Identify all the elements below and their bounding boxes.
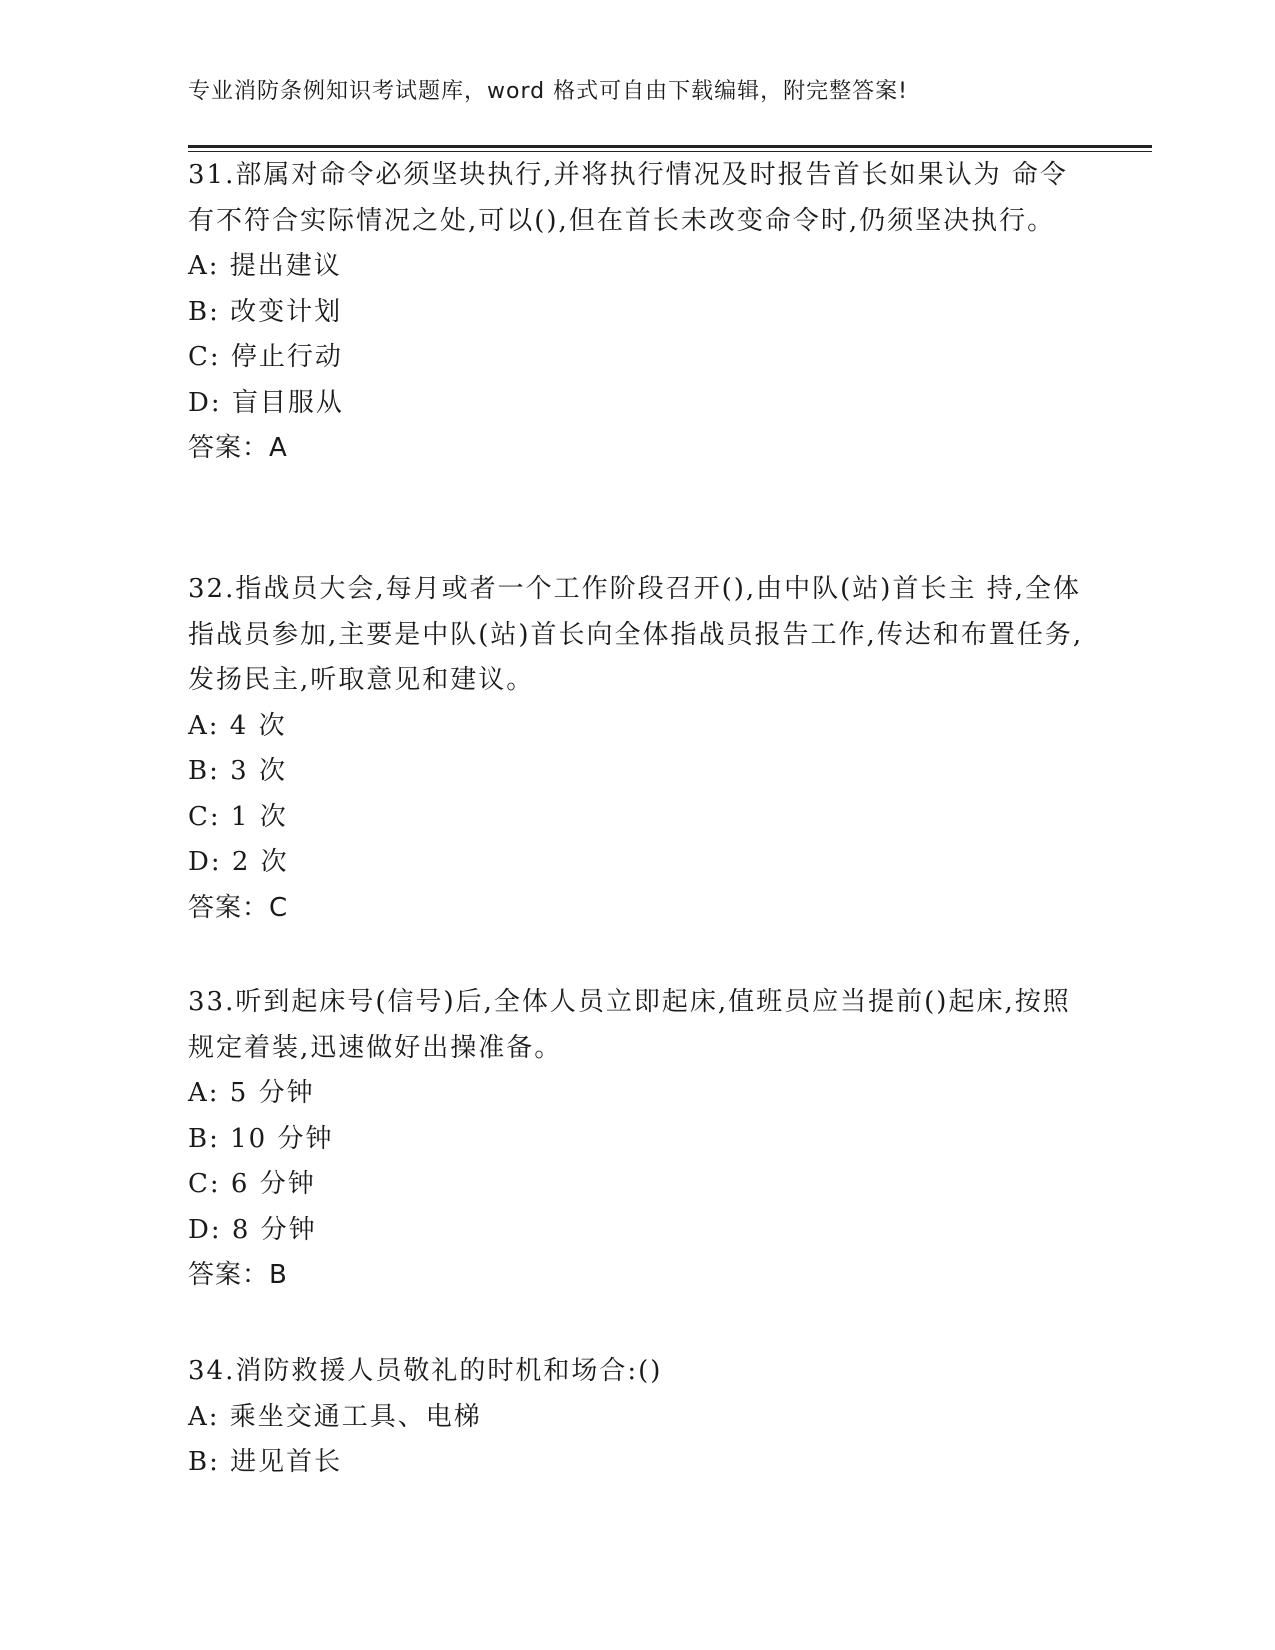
option-b: B: 改变计划 [188,296,343,327]
question-text: 32.指战员大会,每月或者一个工作阶段召开(),由中队(站)首长主 持,全体指战员参加,主要是中队(站)首长向全体指战员报告工作,传达和布置任务,发扬民主,听取意见和建议。 [188,574,1084,695]
option-a: A: 提出建议 [188,251,342,281]
option-d: D: 2 次 [188,847,289,877]
option-a: A: 4 次 [188,710,287,741]
question-text: 31.部属对命令必须坚块执行,并将执行情况及时报告首长如果认为 命令有不符合实际情况之处,可以(),但在首长未改变命令时,仍须坚决执行。 [188,160,1068,236]
option-c: C: 1 次 [188,801,288,832]
question-34 [188,1349,1088,1486]
option-b: B: 进见首长 [188,1447,343,1477]
answer: 答案：C [188,892,289,923]
option-c: C: 停止行动 [188,342,343,372]
question-text: 33.听到起床号(信号)后,全体人员立即起床,值班员应当提前()起床,按照规定着装,迅速做好出操准备。 [188,987,1071,1063]
question-32 [188,567,1088,931]
option-a: A: 乘坐交通工具、电梯 [188,1401,482,1432]
option-b: B: 10 分钟 [188,1123,334,1154]
option-b: B: 3 次 [188,756,287,786]
header-divider-thick [188,145,1152,148]
question-33 [188,980,1088,1299]
question-31 [188,153,1088,472]
option-d: D: 盲目服从 [188,387,344,418]
answer: 答案：A [188,433,288,463]
answer: 答案：B [188,1260,288,1290]
document-header: 专业消防条例知识考试题库，word 格式可自由下载编辑，附完整答案! [188,79,908,104]
option-c: C: 6 分钟 [188,1169,316,1199]
option-a: A: 5 分钟 [188,1078,315,1108]
header-divider-thin [188,151,1152,152]
question-text: 34.消防救援人员敬礼的时机和场合:() [188,1356,663,1386]
option-d: D: 8 分钟 [188,1214,317,1245]
